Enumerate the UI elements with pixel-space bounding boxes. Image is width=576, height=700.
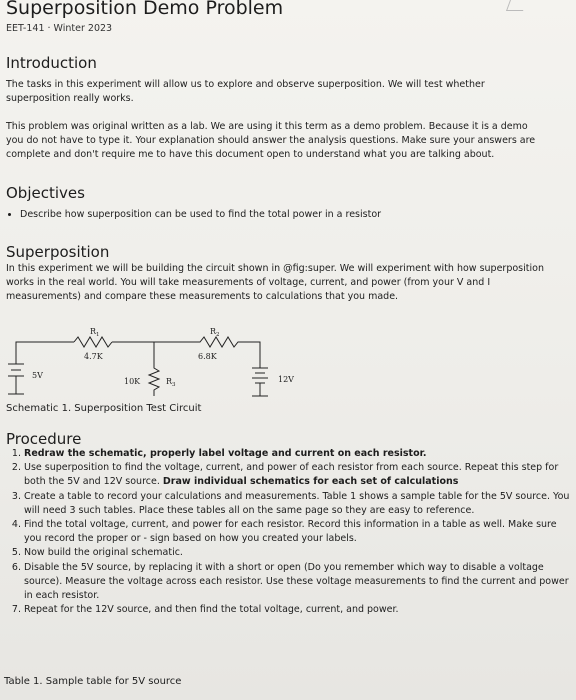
procedure-steps xyxy=(6,447,574,617)
r2-label: $R_2$ xyxy=(210,327,220,338)
procedure-step: 1. Redraw the schematic, properly label voltage and current on each resistor. xyxy=(24,447,574,461)
superposition-paragraph: In this experiment we will be building the circuit shown in @fig:super. We will experiment with how superposition works in the real world. You will take measurements of voltage, current, and power (from your V and I measurements) and compare these measurements to calculations that you made. xyxy=(6,263,544,302)
procedure-step: 2. Use superposition to find the voltage, current, and power of each resistor from each source. Repeat this step for both the 5V and 12V source. Draw individual schematics for each set of calculations xyxy=(24,461,574,489)
superposition-heading: Superposition xyxy=(6,243,110,261)
page-corner-mark xyxy=(506,0,527,11)
procedure-step: 7. Repeat for the 12V source, and then find the total voltage, current, and power. xyxy=(24,603,574,617)
resistor-r1 xyxy=(74,337,112,347)
procedure-step: 4. Find the total voltage, current, and power for each resistor. Record this information in a table as well. Make sure you record the proper or - sign based on how you created your labels. xyxy=(24,518,574,546)
r3-label: $R_3$ xyxy=(166,377,176,388)
source-left-value: 5V xyxy=(32,371,43,380)
introduction-paragraph-1: The tasks in this experiment will allow us to explore and observe superposition. We will test whether superposition really works. xyxy=(6,79,485,104)
procedure-step: 6. Disable the 5V source, by replacing it with a short or open (Do you remember which way to disable a voltage source). Measure the voltage across each resistor. Use these voltage measurements to find the current and power in each resistor. xyxy=(24,561,574,604)
r1-label: $R_1$ xyxy=(90,327,100,338)
objectives-heading: Objectives xyxy=(6,184,85,202)
source-right-value: 12V xyxy=(278,375,294,384)
resistor-r3 xyxy=(149,342,159,396)
document-title: Superposition Demo Problem xyxy=(6,0,284,19)
introduction-heading: Introduction xyxy=(6,54,97,72)
wire-left-top xyxy=(16,342,74,358)
r2-value: 6.8K xyxy=(198,352,217,361)
superposition-schematic xyxy=(4,320,324,402)
schematic-caption: Schematic 1. Superposition Test Circuit xyxy=(6,403,202,414)
document-subtitle: EET-141 · Winter 2023 xyxy=(6,23,113,34)
objective-item: • Describe how superposition can be used to find the total power in a resistor xyxy=(20,208,381,222)
procedure-step: 5. Now build the original schematic. xyxy=(24,546,574,560)
procedure-step: 3. Create a table to record your calculations and measurements. Table 1 shows a sample table for the 5V source. You will need 3 such tables. Place these tables all on the same page so they are easy to reference. xyxy=(24,490,574,518)
introduction-paragraph-2: This problem was original written as a lab. We are using it this term as a demo problem. Because it is a demo you do not have to type it. Your explanation should answer the analysis questions. Make sure your answers are complete and don't require me to have this document open to understand what you are talking about. xyxy=(6,121,536,160)
objectives-list xyxy=(6,208,381,222)
r3-value: 10K xyxy=(124,377,141,386)
table-caption: Table 1. Sample table for 5V source xyxy=(4,676,182,687)
procedure-heading: Procedure xyxy=(6,430,82,448)
r1-value: 4.7K xyxy=(84,352,103,361)
